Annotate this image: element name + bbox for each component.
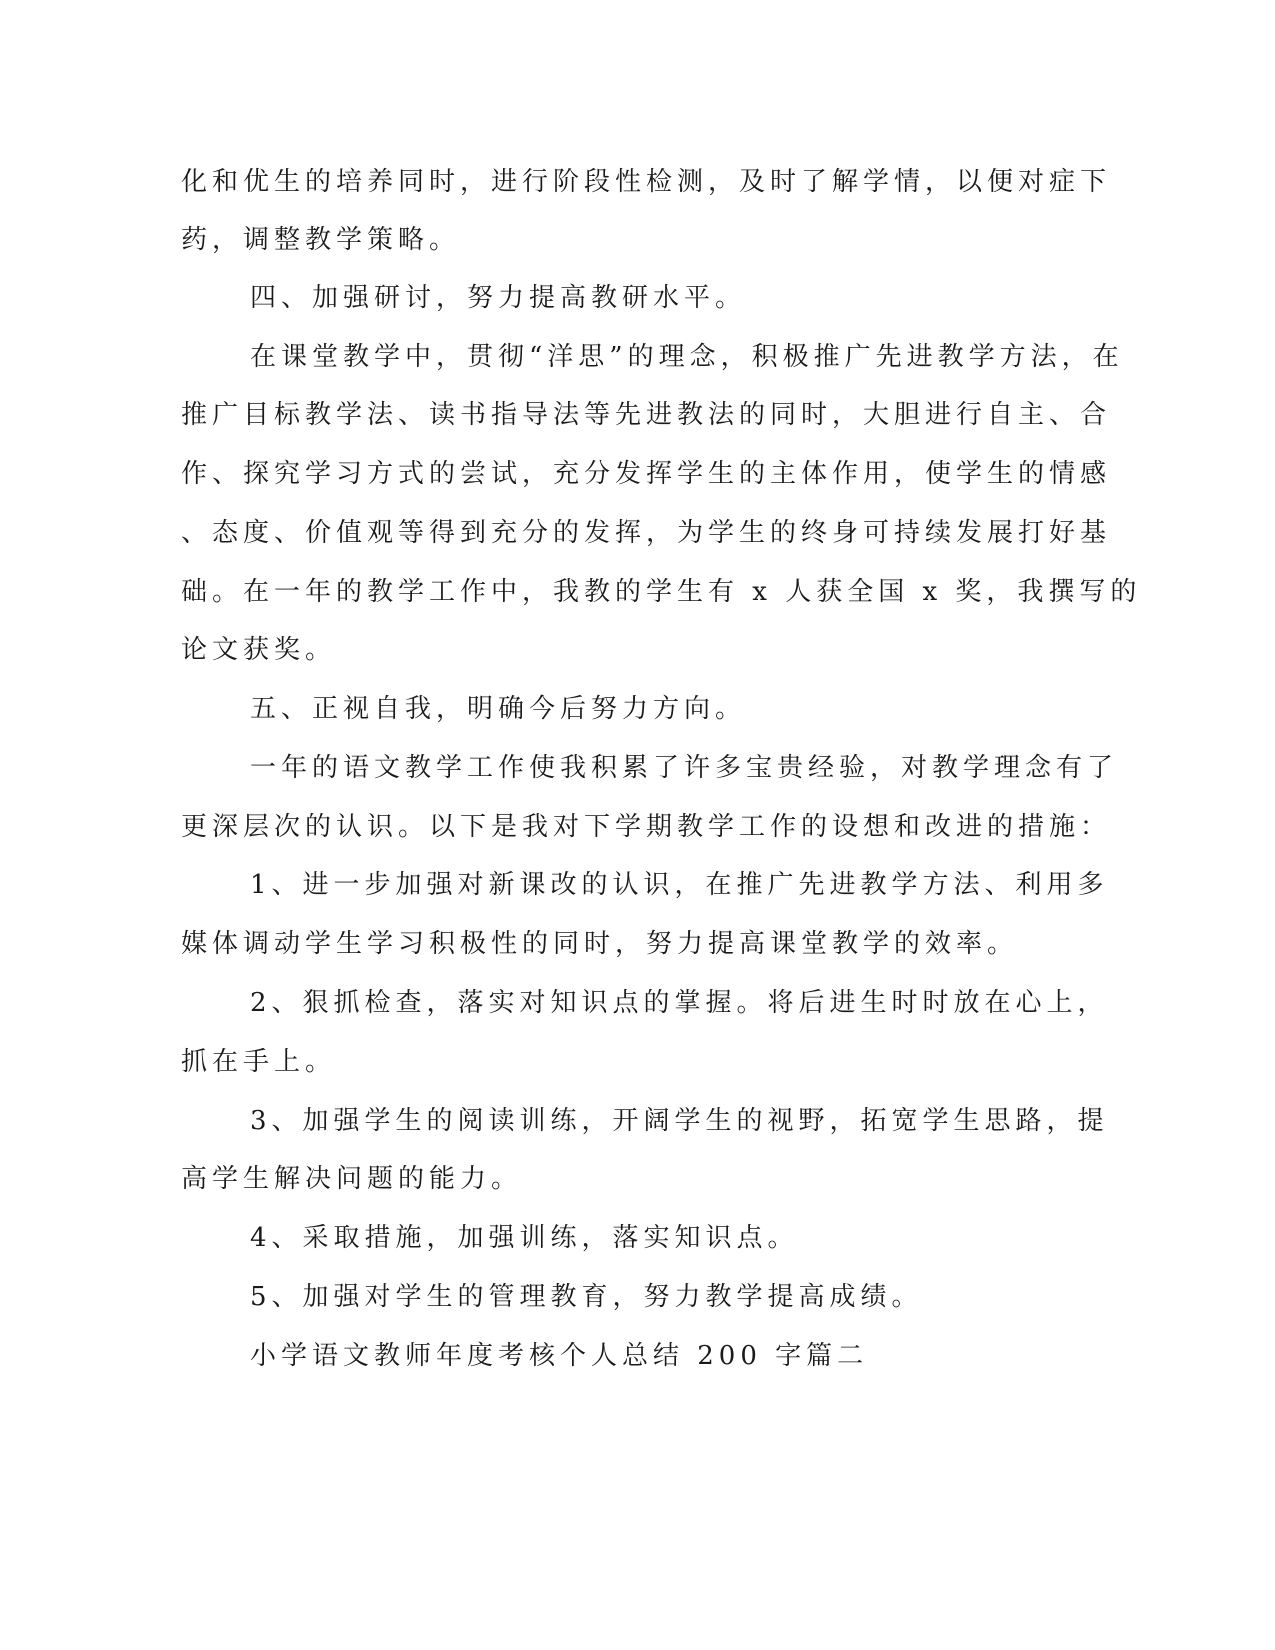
- body-text-line: 作、探究学习方式的尝试，充分发挥学生的主体作用，使学生的情感: [181, 459, 1112, 489]
- body-text-line: 更深层次的认识。以下是我对下学期教学工作的设想和改进的措施：: [181, 812, 1112, 842]
- body-text-line: 高学生解决问题的能力。: [181, 1164, 523, 1194]
- body-text-line: 础。在一年的教学工作中，我教的学生有 x 人获全国 x 奖，我撰写的: [181, 577, 1142, 607]
- list-item-1: 1、进一步加强对新课改的认识，在推广先进教学方法、利用多: [250, 870, 1109, 900]
- list-item-4: 4、采取措施，加强训练，落实知识点。: [250, 1223, 799, 1253]
- body-text-line: 媒体调动学生学习积极性的同时，努力提高课堂教学的效率。: [181, 929, 1019, 959]
- body-text-line: 化和优生的培养同时，进行阶段性检测，及时了解学情，以便对症下: [181, 167, 1112, 197]
- section-heading-4: 四、加强研讨，努力提高教研水平。: [250, 283, 747, 313]
- body-text-line: 抓在手上。: [181, 1047, 337, 1077]
- next-article-title: 小学语文教师年度考核个人总结 200 字篇二: [250, 1341, 869, 1371]
- section-heading-5: 五、正视自我，明确今后努力方向。: [250, 694, 747, 724]
- list-item-3: 3、加强学生的阅读训练，开阔学生的视野，拓宽学生思路，提: [250, 1106, 1109, 1136]
- list-item-5: 5、加强对学生的管理教育，努力教学提高成绩。: [250, 1282, 923, 1312]
- body-text-line: 在课堂教学中，贯彻“洋思”的理念，积极推广先进教学方法，在: [250, 342, 1124, 372]
- body-text-line: 论文获奖。: [181, 635, 337, 665]
- body-text-line: 推广目标教学法、读书指导法等先进教法的同时，大胆进行自主、合: [181, 400, 1112, 430]
- body-text-line: 一年的语文教学工作使我积累了许多宝贵经验，对教学理念有了: [250, 753, 1119, 783]
- body-text-line: 药，调整教学策略。: [181, 225, 461, 255]
- body-text-line: 、态度、价值观等得到充分的发挥，为学生的终身可持续发展打好基: [181, 518, 1112, 548]
- list-item-2: 2、狠抓检查，落实对知识点的掌握。将后进生时时放在心上，: [250, 988, 1109, 1018]
